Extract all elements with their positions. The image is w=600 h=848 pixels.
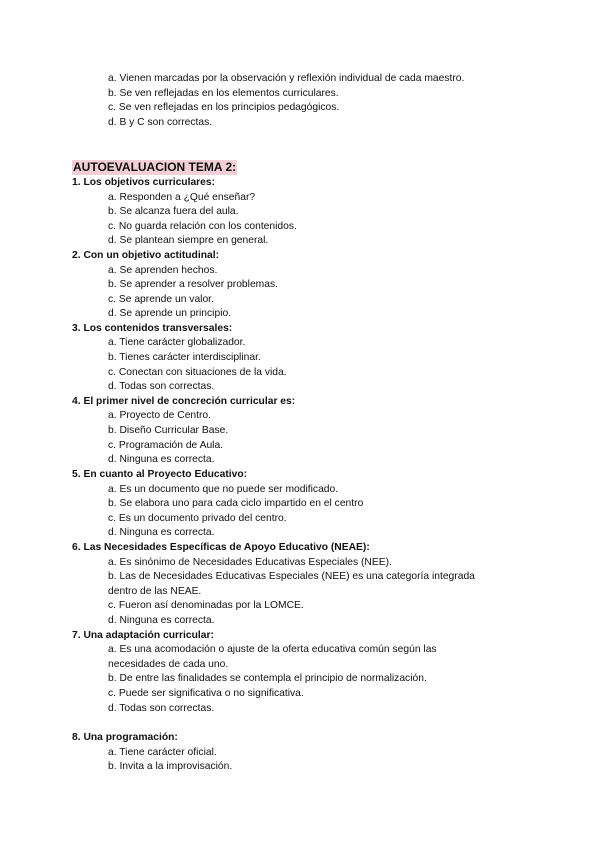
question-5: 5. En cuanto al Proyecto Educativo: [72, 469, 248, 480]
question-8: 8. Una programación: [72, 732, 178, 743]
question-6-option-d: d. Ninguna es correcta. [108, 615, 215, 626]
question-2-option-d: d. Se aprende un principio. [108, 308, 232, 319]
intro-option-c: c. Se ven reflejadas en los principios pedagógicos. [108, 102, 340, 113]
question-1-option-b: b. Se alcanza fuera del aula. [108, 206, 239, 217]
question-6-option-b: b. Las de Necesidades Educativas Especiales (NEE) es una categoría integrada [108, 571, 475, 582]
question-8-option-a: a. Tiene carácter oficial. [108, 747, 217, 758]
question-5-option-c: c. Es un documento privado del centro. [108, 513, 287, 524]
question-3-option-b: b. Tienes carácter interdisciplinar. [108, 352, 261, 363]
question-7-option-c: c. Puede ser significativa o no significativa. [108, 688, 304, 699]
question-6-option-a: a. Es sinónimo de Necesidades Educativas Especiales (NEE). [108, 557, 392, 568]
question-1: 1. Los objetivos curriculares: [72, 177, 216, 188]
intro-option-d: d. B y C son correctas. [108, 117, 213, 128]
question-4-option-b: b. Diseño Curricular Base. [108, 425, 229, 436]
question-6-option-c: c. Fueron así denominadas por la LOMCE. [108, 600, 304, 611]
question-2-option-a: a. Se aprenden hechos. [108, 265, 218, 276]
question-7-option-a: a. Es una acomodación o ajuste de la oferta educativa común según las [108, 644, 437, 655]
question-7-option-b: b. De entre las finalidades se contempla el principio de normalización. [108, 673, 427, 684]
question-3: 3. Los contenidos transversales: [72, 323, 233, 334]
question-3-option-d: d. Todas son correctas. [108, 381, 215, 392]
question-3-option-a: a. Tiene carácter globalizador. [108, 337, 246, 348]
question-2: 2. Con un objetivo actitudinal: [72, 250, 220, 261]
question-4: 4. El primer nivel de concreción curricular es: [72, 396, 296, 407]
intro-option-b: b. Se ven reflejadas en los elementos curriculares. [108, 88, 339, 99]
intro-option-a: a. Vienen marcadas por la observación y reflexión individual de cada maestro. [108, 73, 465, 84]
question-3-option-c: c. Conectan con situaciones de la vida. [108, 367, 287, 378]
question-7: 7. Una adaptación curricular: [72, 630, 214, 641]
question-5-option-a: a. Es un documento que no puede ser modificado. [108, 484, 339, 495]
question-8-option-b: b. Invita a la improvisación. [108, 761, 233, 772]
question-2-option-b: b. Se aprender a resolver problemas. [108, 279, 278, 290]
question-7-option-a-continued: necesidades de cada uno. [108, 659, 229, 670]
question-7-option-d: d. Todas son correctas. [108, 703, 215, 714]
question-1-option-c: c. No guarda relación con los contenidos. [108, 221, 297, 232]
question-4-option-a: a. Proyecto de Centro. [108, 410, 212, 421]
question-6: 6. Las Necesidades Específicas de Apoyo Educativo (NEAE): [72, 542, 370, 553]
question-5-option-b: b. Se elabora uno para cada ciclo impartido en el centro [108, 498, 364, 509]
question-6-option-b-continued: dentro de las NEAE. [108, 586, 202, 597]
question-1-option-d: d. Se plantean siempre en general. [108, 235, 269, 246]
question-4-option-d: d. Ninguna es correcta. [108, 454, 215, 465]
question-4-option-c: c. Programación de Aula. [108, 440, 224, 451]
question-2-option-c: c. Se aprende un valor. [108, 294, 214, 305]
question-1-option-a: a. Responden a ¿Qué enseñar? [108, 192, 256, 203]
question-5-option-d: d. Ninguna es correcta. [108, 527, 215, 538]
section-title: AUTOEVALUACION TEMA 2: [73, 160, 237, 174]
